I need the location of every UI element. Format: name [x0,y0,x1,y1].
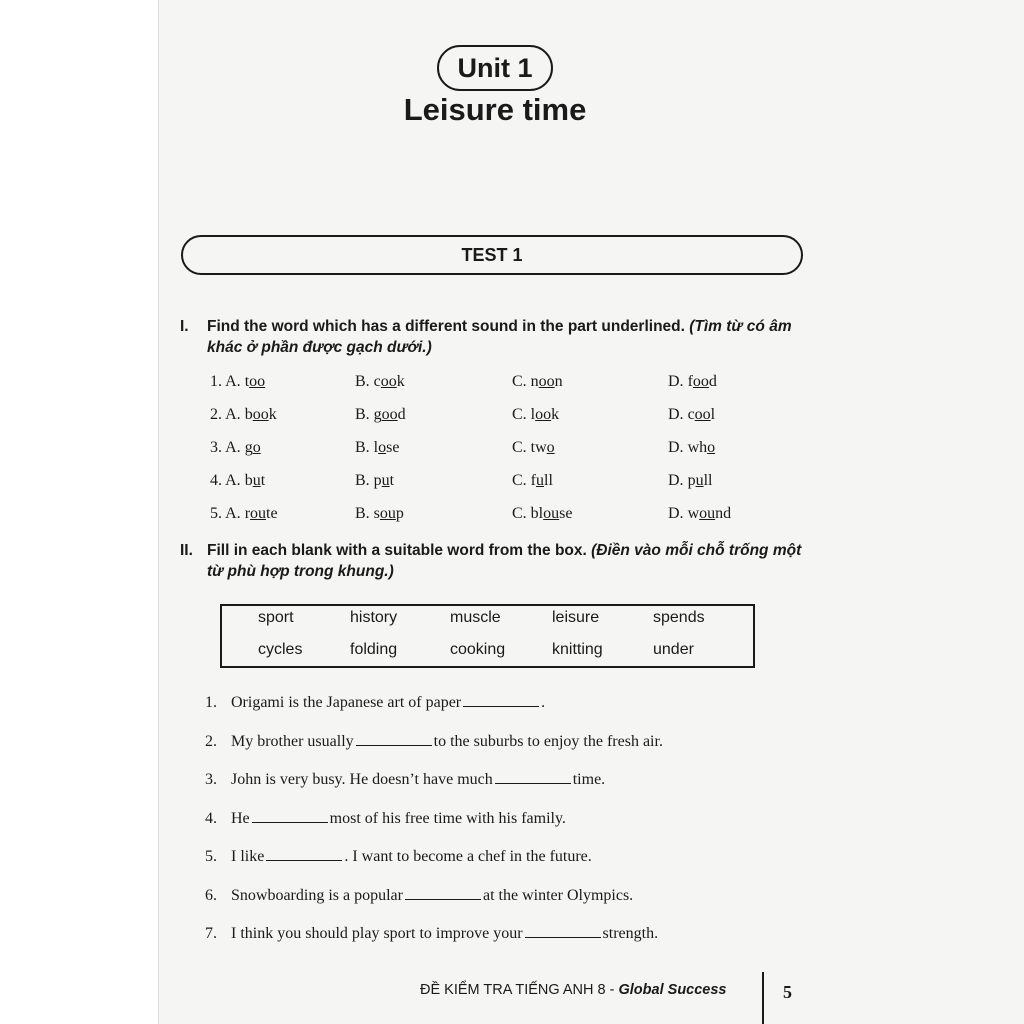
underlined-part: oo [692,373,709,390]
option-letter: B. [355,505,370,522]
word-part: g [244,439,253,456]
answer-option [512,472,553,490]
word-part: b [244,472,253,489]
word-box-item: knitting [552,641,603,658]
answer-option [210,439,261,457]
word-part: te [266,505,278,522]
answer-option [512,505,572,523]
option-letter: B. [355,406,370,423]
word-part: t [244,373,250,390]
word-part: s [373,505,380,522]
sentence-before: Snowboarding is a popular [231,886,403,904]
word-box-item: muscle [450,609,501,626]
underlined-part: oo [380,373,397,390]
fill-in-sentence [205,731,663,751]
underlined-part: oo [694,406,711,423]
word-part: nd [715,505,732,522]
word-box-item: sport [258,609,294,626]
word-part: g [373,406,382,423]
option-letter: A. [225,439,241,456]
book-footer [420,982,727,998]
question-number: 5. [210,505,222,522]
sentence-after: most of his free time with his family. [329,809,566,827]
sentence-before: I like [231,848,265,865]
section-1-instruction [207,316,807,358]
word-part: b [244,406,253,423]
option-letter: D. [668,505,684,522]
word-part: l [710,406,716,423]
answer-option [210,472,265,490]
word-part: d [397,406,406,423]
word-box [220,604,755,668]
answer-option [512,439,555,457]
sentence-number: 2. [205,732,217,750]
option-letter: B. [355,439,370,456]
answer-option [668,373,717,391]
section-2-instruction-en: Fill in each blank with a suitable word from the box. [207,542,587,559]
answer-option [210,373,265,391]
underlined-part: ou [699,505,716,522]
word-part: se [559,505,573,522]
option-letter: C. [512,373,527,390]
underlined-part: oo [535,406,552,423]
answer-option [355,439,399,457]
question-row [210,505,770,531]
sentence-before: Origami is the Japanese art of paper [231,694,462,711]
option-letter: D. [668,439,684,456]
answer-blank[interactable] [252,808,328,823]
underlined-part: oo [252,406,269,423]
word-part: t [389,472,395,489]
sentence-after: . I want to become a chef in the future. [344,848,592,865]
word-box-item: history [350,609,398,626]
word-part: c [687,406,695,423]
underlined-part: o [378,439,387,456]
word-part: t [260,472,266,489]
answer-option [512,373,563,391]
word-box-item: spends [653,609,705,626]
section-1-instruction-en: Find the word which has a different sound in the part underlined. [207,318,685,335]
page-number: 5 [783,982,792,1002]
question-row [210,373,770,399]
test-banner: TEST 1 [181,235,803,275]
answer-option [668,406,715,424]
section-2-instruction-vi: (Điền vào mỗi chỗ trống một từ phù hợp trong khung.) [207,542,802,580]
underlined-part: ou [250,505,267,522]
answer-option [210,406,277,424]
underlined-part: o [707,439,716,456]
word-part: n [530,373,539,390]
answer-blank[interactable] [525,923,601,938]
question-row [210,472,770,498]
answer-blank[interactable] [463,692,539,707]
sentence-after: time. [572,771,606,788]
answer-option [355,406,406,424]
section-1-number: I. [180,318,189,335]
word-part: p [373,472,382,489]
word-part: p [687,472,696,489]
underlined-part: u [381,472,390,489]
answer-blank[interactable] [356,731,432,746]
option-letter: A. [225,505,241,522]
underlined-part: oo [249,373,266,390]
underlined-part: u [252,472,261,489]
word-part: bl [530,505,544,522]
sentence-after: strength. [602,925,659,942]
underlined-part: oo [538,373,555,390]
footer-divider [762,972,764,1024]
fill-in-sentence [205,846,592,866]
answer-option [355,505,404,523]
word-box-item: leisure [552,609,600,626]
underlined-part: ou [379,505,396,522]
fill-in-sentence [205,692,545,712]
sentence-before: I think you should play sport to improve your [231,925,523,942]
option-letter: D. [668,406,684,423]
fill-in-sentence [205,769,605,789]
word-part: p [395,505,404,522]
word-part: ll [703,472,713,489]
answer-option [355,373,405,391]
sentence-after: to the suburbs to enjoy the fresh air. [433,732,663,750]
sentence-before: He [231,809,250,827]
underlined-part: u [695,472,704,489]
option-letter: D. [668,373,684,390]
question-number: 4. [210,472,222,489]
underlined-part: ou [543,505,560,522]
fill-in-sentence [205,923,658,943]
answer-option [512,406,559,424]
section-2-instruction [207,540,807,582]
answer-blank[interactable] [405,885,481,900]
word-part: f [530,472,536,489]
unit-badge: Unit 1 [437,45,553,91]
answer-option [668,505,731,523]
option-letter: B. [355,373,370,390]
word-part: d [708,373,717,390]
page-margin-strip [0,0,158,1024]
answer-blank[interactable] [266,846,342,861]
option-letter: C. [512,505,527,522]
question-number: 1. [210,373,222,390]
sentence-number: 5. [205,848,217,865]
fill-in-sentence [205,808,566,828]
book-series: Global Success [618,982,727,998]
word-part: n [554,373,563,390]
sentence-number: 7. [205,925,217,942]
word-part: se [386,439,400,456]
sentence-number: 1. [205,694,217,711]
underlined-part: u [536,472,544,489]
word-part: w [687,505,700,522]
question-number: 2. [210,406,222,423]
word-box-item: cooking [450,641,506,658]
sentence-before: My brother usually [231,732,354,750]
option-letter: C. [512,406,527,423]
word-part: k [268,406,277,423]
word-part: f [687,373,693,390]
word-part: c [373,373,381,390]
option-letter: A. [225,406,241,423]
sentence-number: 6. [205,886,217,904]
book-title: ĐỀ KIỂM TRA TIẾNG ANH 8 - [420,982,615,998]
answer-option [668,439,715,457]
sentence-number: 3. [205,771,217,788]
answer-option [668,472,712,490]
underlined-part: o [252,439,261,456]
word-part: tw [530,439,547,456]
question-row [210,406,770,432]
option-letter: D. [668,472,684,489]
section-2-number: II. [180,542,193,559]
word-part: k [396,373,405,390]
word-part: wh [687,439,708,456]
word-box-item: cycles [258,641,303,658]
option-letter: C. [512,439,527,456]
sentence-after: . [541,694,546,711]
underlined-part: o [546,439,555,456]
answer-blank[interactable] [495,769,571,784]
option-letter: A. [225,373,241,390]
answer-option [210,505,278,523]
sentence-after: at the winter Olympics. [482,886,634,904]
unit-title: Leisure time [403,92,587,127]
section-1-instruction-vi: (Tìm từ có âm khác ở phần được gạch dưới.) [207,318,792,356]
underlined-part: oo [381,406,398,423]
word-box-item: under [653,641,694,658]
question-number: 3. [210,439,222,456]
word-part: l [373,439,379,456]
word-part: ll [544,472,553,489]
option-letter: B. [355,472,370,489]
sentence-number: 4. [205,809,217,827]
answer-option [355,472,394,490]
word-part: r [244,505,251,522]
word-box-item: folding [350,641,398,658]
question-row [210,439,770,465]
option-letter: A. [225,472,241,489]
option-letter: C. [512,472,527,489]
sentence-before: John is very busy. He doesn’t have much [231,771,493,788]
fill-in-sentence [205,885,633,905]
word-part: k [551,406,560,423]
word-part: l [530,406,536,423]
